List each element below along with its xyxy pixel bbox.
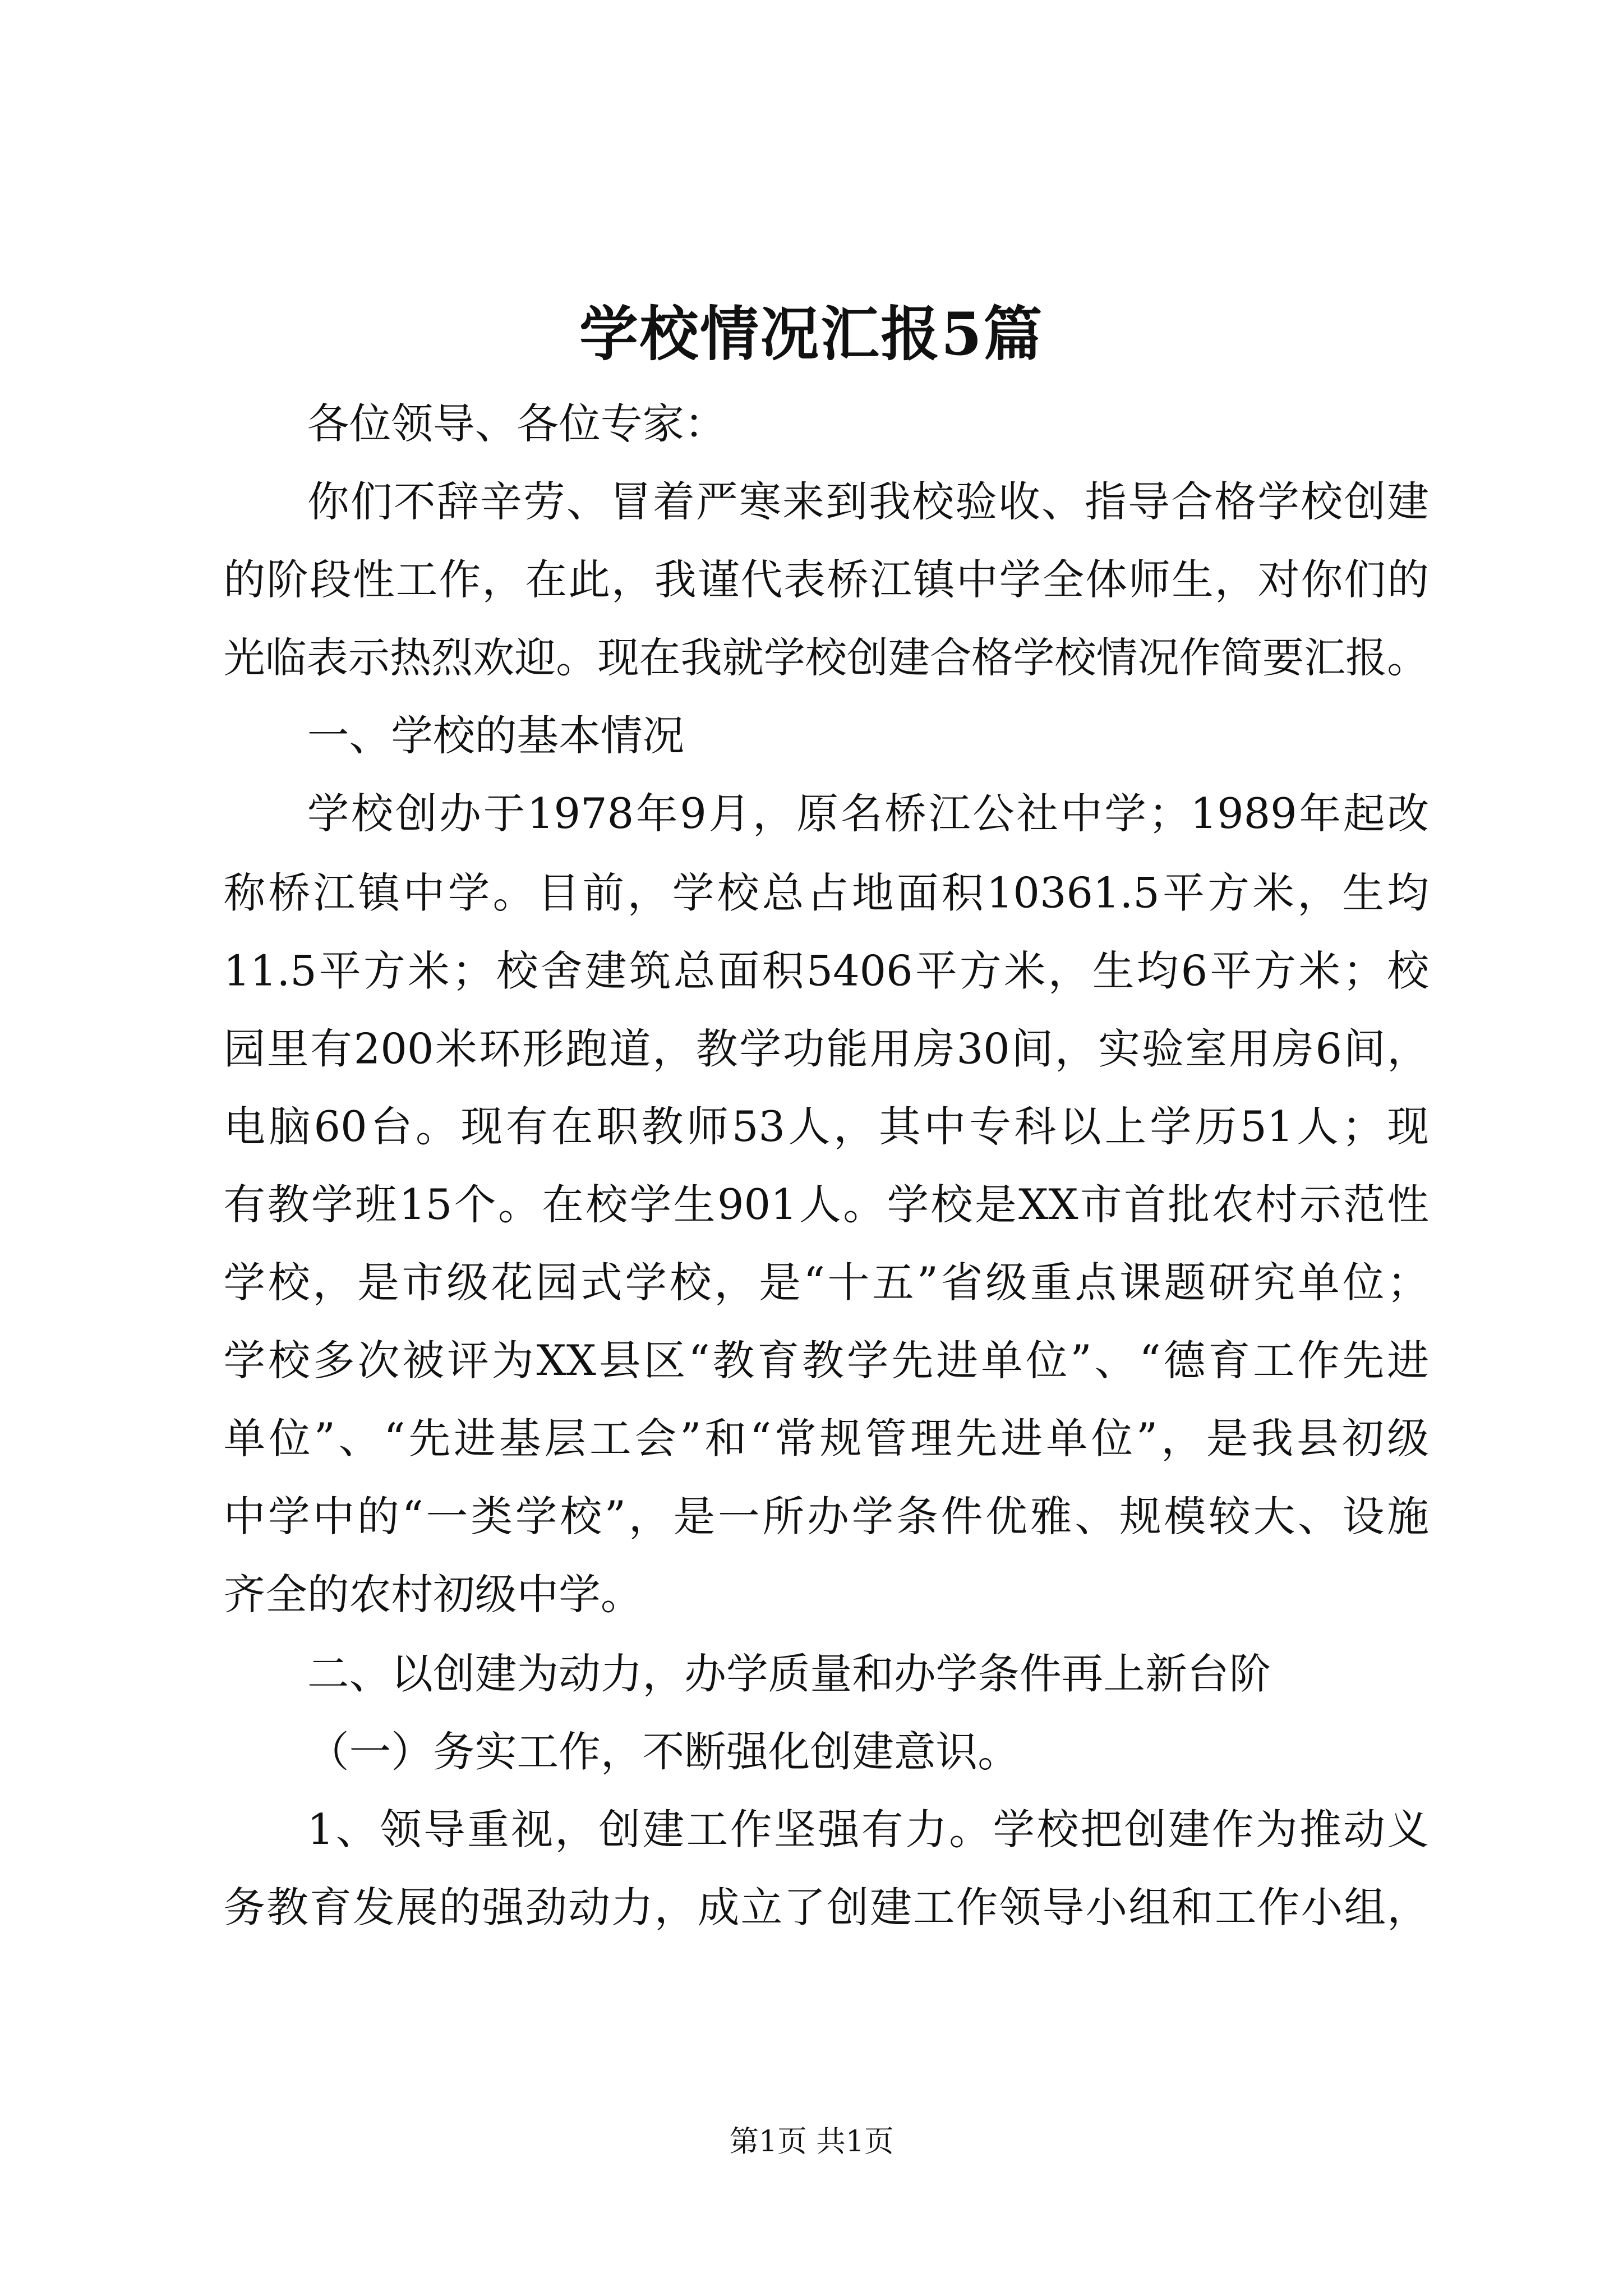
- paragraph-line: 务教育发展的强劲动力，成立了创建工作领导小组和工作小组，: [223, 1883, 1430, 1932]
- paragraph-line: 有教学班15个。在校学生901人。学校是XX市首批农村示范性: [223, 1180, 1430, 1230]
- paragraph-line: 齐全的农村初级中学。: [223, 1571, 643, 1620]
- paragraph-line: 1、领导重视，创建工作坚强有力。学校把创建作为推动义: [307, 1805, 1430, 1854]
- paragraph-line: 称桥江镇中学。目前，学校总占地面积10361.5平方米，生均: [223, 868, 1430, 917]
- salutation-line: 各位领导、各位专家：: [307, 400, 727, 449]
- paragraph-line: 你们不辞辛劳、冒着严寒来到我校验收、指导合格学校创建: [307, 478, 1430, 527]
- paragraph-line: 中学中的“一类学校”，是一所办学条件优雅、规模较大、设施: [223, 1493, 1430, 1542]
- paragraph-line: 学校多次被评为XX县区“教育教学先进单位”、“德育工作先进: [223, 1337, 1430, 1386]
- paragraph-line: 学校创办于1978年9月，原名桥江公社中学；1989年起改: [307, 790, 1430, 839]
- document-title: 学校情况汇报5篇: [579, 300, 1044, 369]
- paragraph-line: 光临表示热烈欢迎。现在我就学校创建合格学校情况作简要汇报。: [223, 634, 1429, 683]
- section-heading: 一、学校的基本情况: [307, 712, 685, 761]
- paragraph-line: 的阶段性工作，在此，我谨代表桥江镇中学全体师生，对你们的: [223, 556, 1430, 605]
- paragraph-line: 11.5平方米；校舍建筑总面积5406平方米，生均6平方米；校: [223, 946, 1430, 995]
- paragraph-line: 电脑60台。现有在职教师53人，其中专科以上学历51人；现: [223, 1102, 1430, 1152]
- subsection-heading: （一）务实工作，不断强化创建意识。: [307, 1727, 1020, 1776]
- document-body: [223, 385, 1429, 1947]
- page-number-footer: 第1页 共1页: [729, 2123, 894, 2159]
- paragraph-line: 学校，是市级花园式学校，是“十五”省级重点课题研究单位；: [223, 1259, 1430, 1308]
- section-heading: 二、以创建为动力，办学质量和办学条件再上新台阶: [307, 1649, 1271, 1698]
- paragraph-line: 园里有200米环形跑道，教学功能用房30间，实验室用房6间，: [223, 1024, 1430, 1073]
- paragraph-line: 单位”、“先进基层工会”和“常规管理先进单位”，是我县初级: [223, 1415, 1430, 1464]
